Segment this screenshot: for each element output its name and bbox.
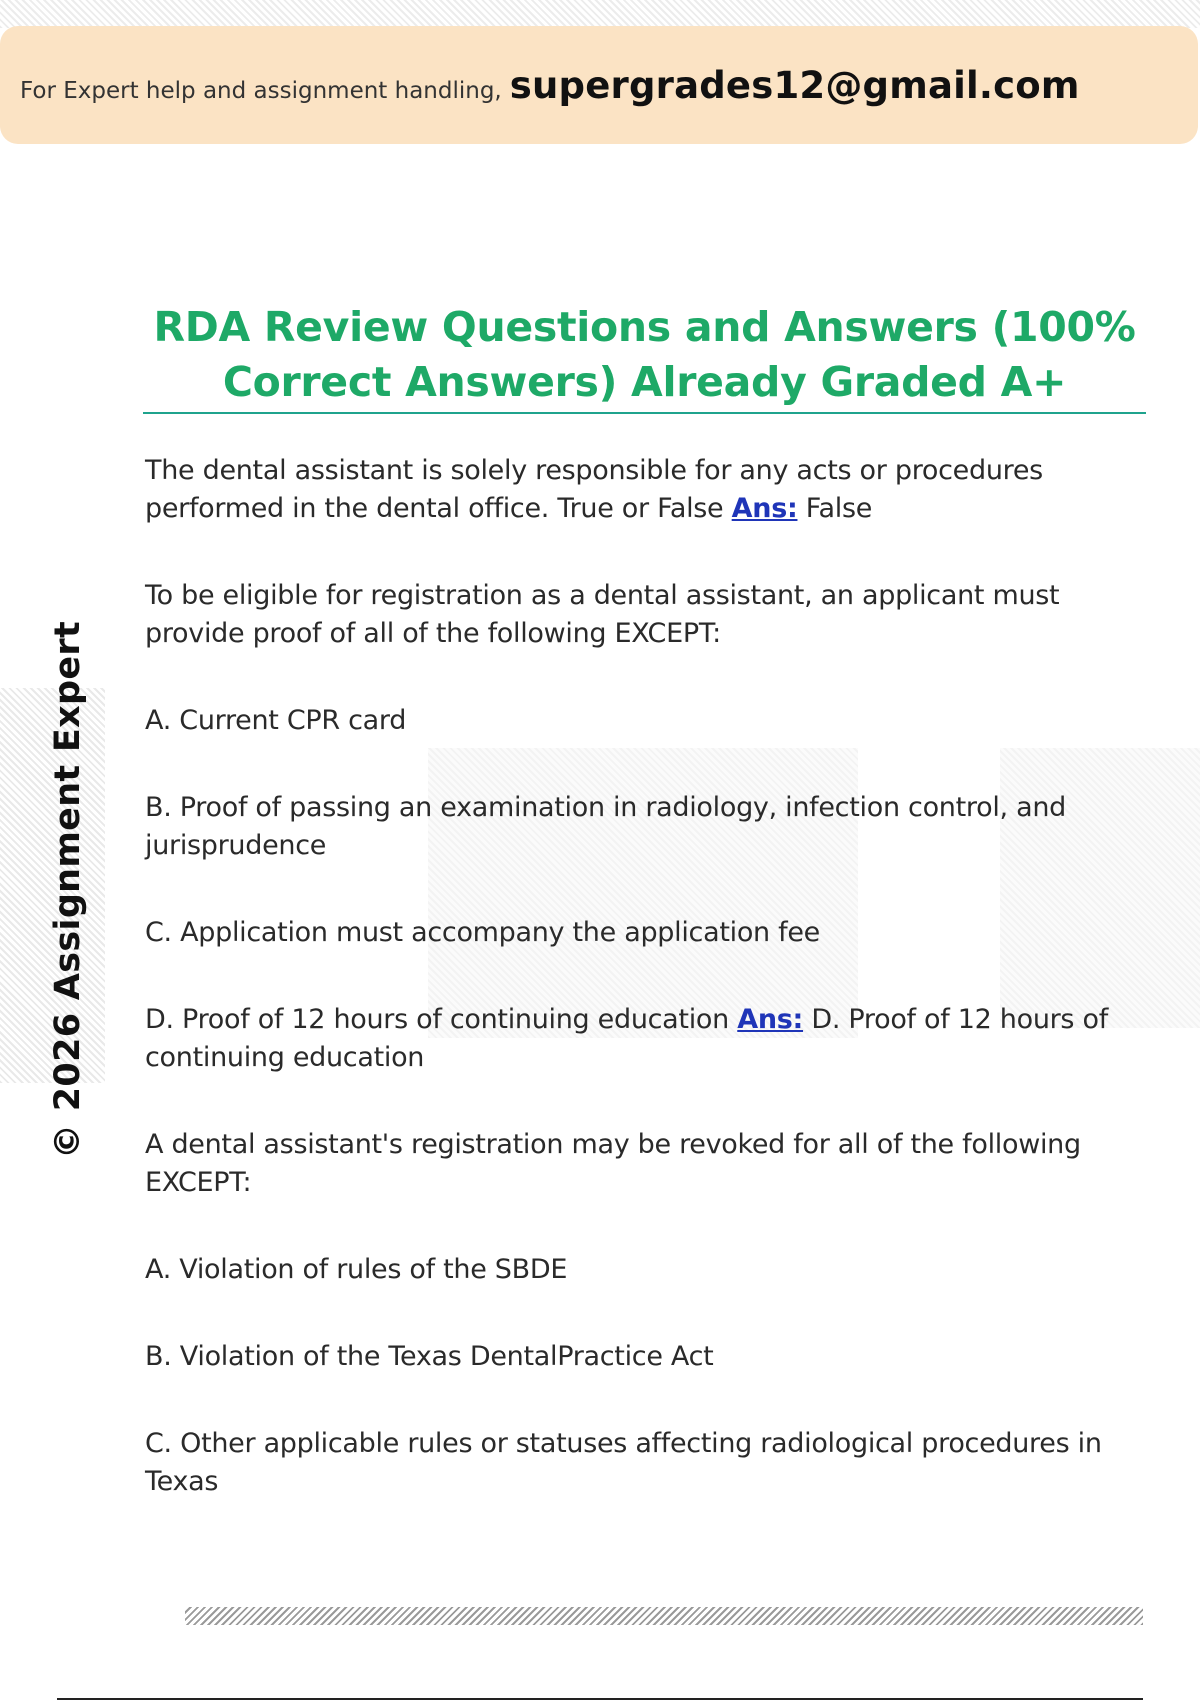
top-texture bbox=[0, 0, 1200, 28]
option-text: C. Other applicable rules or statuses affecting radiological procedures in Texas bbox=[145, 1428, 1102, 1497]
option bbox=[145, 789, 1145, 865]
option bbox=[145, 1425, 1145, 1501]
option bbox=[145, 702, 1145, 740]
option bbox=[145, 914, 1145, 952]
option-text: A. Current CPR card bbox=[145, 705, 407, 736]
option bbox=[145, 1001, 1145, 1077]
option bbox=[145, 1251, 1145, 1289]
document-title: RDA Review Questions and Answers (100% Correct Answers) Already Graded A+ bbox=[153, 303, 1136, 406]
bottom-zigzag-band bbox=[185, 1607, 1143, 1625]
qa-content bbox=[145, 452, 1145, 1550]
banner-text: For Expert help and assignment handling, bbox=[20, 78, 502, 104]
question-text: The dental assistant is solely responsible for any acts or procedures performed in the dental office. True or False bbox=[145, 455, 1043, 524]
question-text: A dental assistant's registration may be revoked for all of the following EXCEPT: bbox=[145, 1129, 1081, 1198]
title-block bbox=[143, 300, 1146, 414]
answer-label: Ans: bbox=[731, 493, 798, 524]
banner-email[interactable]: supergrades12@gmail.com bbox=[509, 63, 1080, 107]
question bbox=[145, 1126, 1145, 1202]
option bbox=[145, 1338, 1145, 1376]
question bbox=[145, 452, 1145, 528]
question bbox=[145, 577, 1145, 653]
option-text: B. Violation of the Texas DentalPractice Act bbox=[145, 1341, 714, 1372]
answer-label: Ans: bbox=[737, 1004, 804, 1035]
option-text: B. Proof of passing an examination in radiology, infection control, and jurisprudence bbox=[145, 792, 1066, 861]
promo-banner bbox=[0, 26, 1198, 144]
copyright-label: © 2026 Assignment Expert bbox=[48, 620, 88, 1160]
question-text: To be eligible for registration as a dental assistant, an applicant must provide proof of all of the following EXCEPT: bbox=[145, 580, 1060, 649]
answer-text: D. Proof of 12 hours of continuing education bbox=[145, 1004, 1108, 1073]
option-text: D. Proof of 12 hours of continuing education bbox=[145, 1004, 729, 1035]
option-text: C. Application must accompany the application fee bbox=[145, 917, 820, 948]
option-text: A. Violation of rules of the SBDE bbox=[145, 1254, 568, 1285]
answer-text: False bbox=[805, 493, 873, 524]
